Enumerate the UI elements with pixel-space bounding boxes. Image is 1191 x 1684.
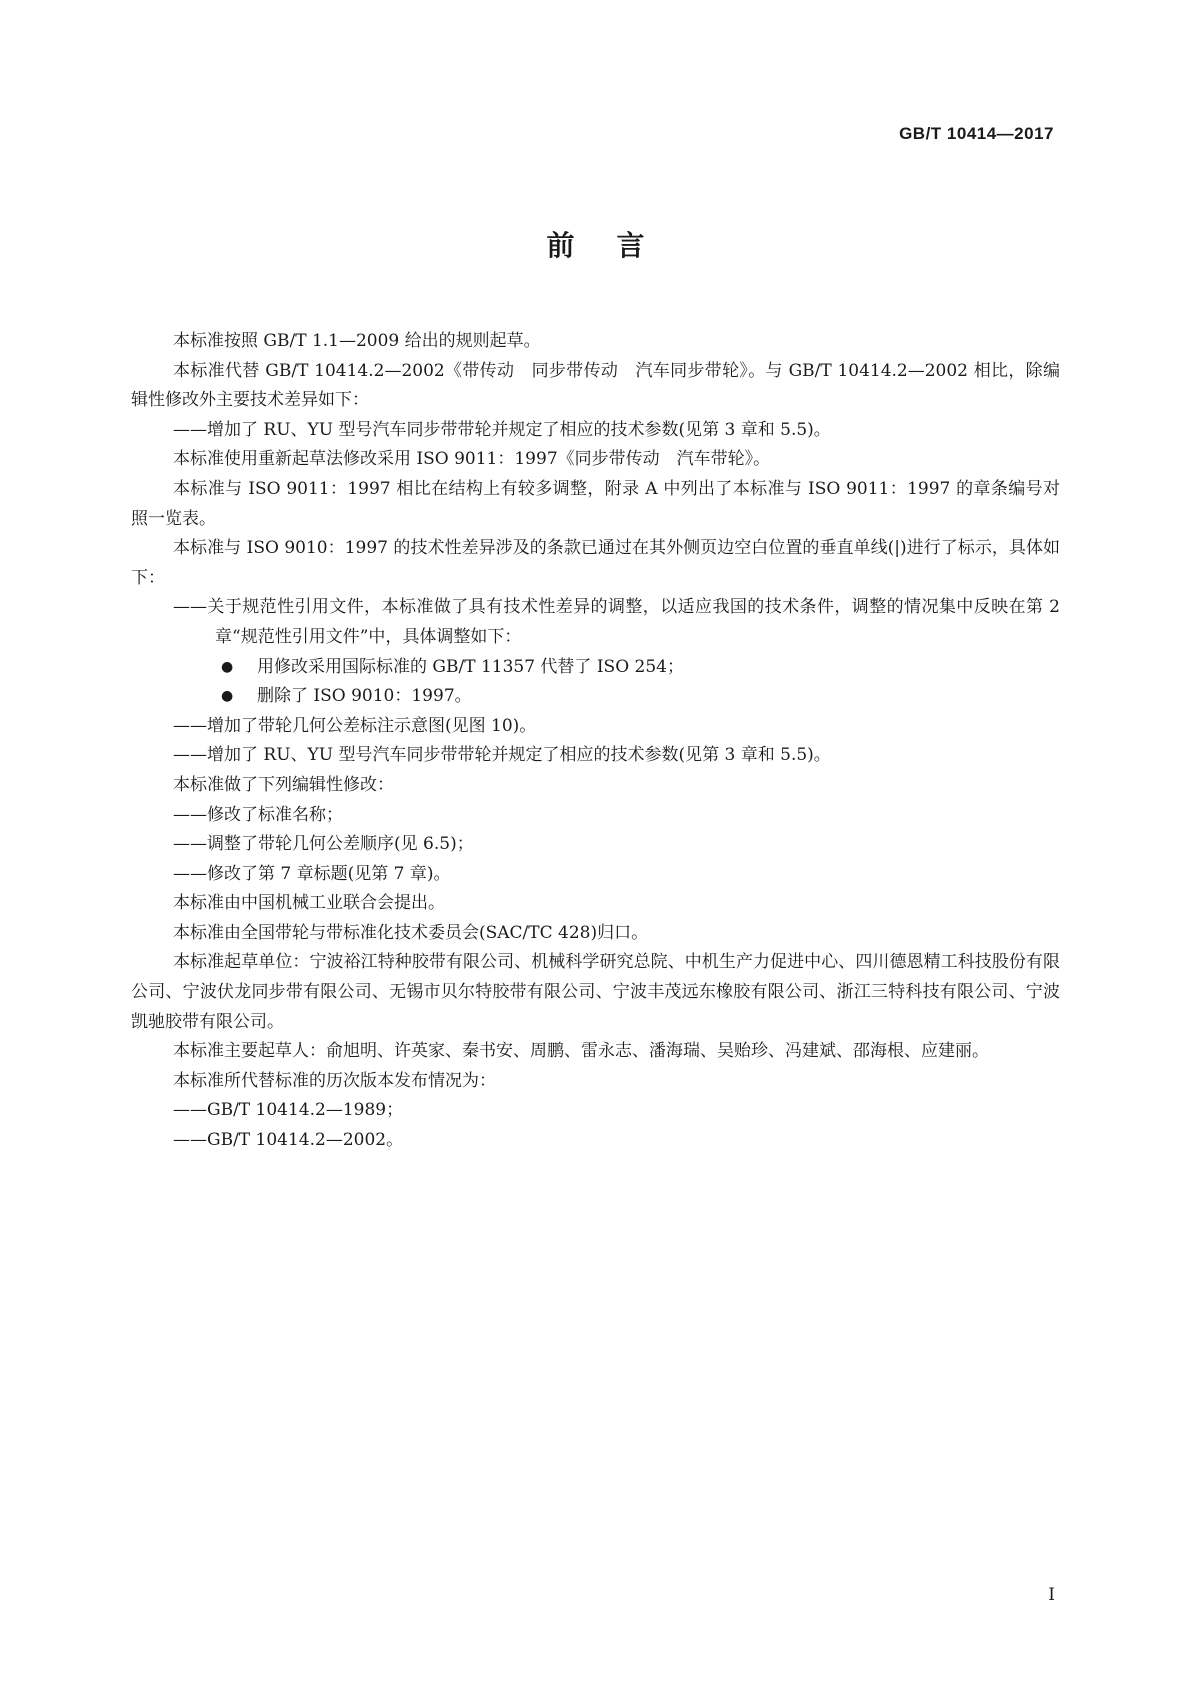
bullet-item: [131, 653, 1060, 683]
list-item: ——调整了带轮几何公差顺序(见 6.5)；: [173, 834, 474, 855]
document-body: [131, 327, 1060, 1156]
page-number: I: [1048, 1585, 1055, 1605]
list-item: ——关于规范性引用文件，本标准做了具有技术性差异的调整，以适应我国的技术条件，调整的情况集中反映在第 2 章“规范性引用文件”中，具体调整如下：: [173, 597, 1060, 647]
bullet-text: 删除了 ISO 9010：1997。: [257, 686, 472, 707]
paragraph: 本标准由中国机械工业联合会提出。: [173, 893, 445, 914]
bullet-item: [131, 682, 1060, 712]
list-item: ——增加了带轮几何公差标注示意图(见图 10)。: [173, 715, 537, 736]
bullet-text: 用修改采用国际标准的 GB/T 11357 代替了 ISO 254；: [257, 656, 684, 677]
paragraph: 本标准与 ISO 9010：1997 的技术性差异涉及的条款已通过在其外侧页边空白位置的垂直单线(|)进行了标示，具体如下：: [131, 538, 1060, 588]
standard-number: GB/T 10414—2017: [899, 124, 1054, 143]
paragraph: 本标准由全国带轮与带标准化技术委员会(SAC/TC 428)归口。: [173, 922, 649, 943]
list-item: ——GB/T 10414.2—2002。: [173, 1130, 404, 1151]
bullet-icon: ●: [221, 688, 234, 705]
list-item: ——修改了第 7 章标题(见第 7 章)。: [173, 863, 451, 884]
paragraph: 本标准主要起草人：俞旭明、许英家、秦书安、周鹏、雷永志、潘海瑞、吴贻珍、冯建斌、邵海根、应建丽。: [173, 1041, 989, 1062]
bullet-icon: ●: [221, 658, 234, 675]
paragraph: 本标准做了下列编辑性修改：: [173, 774, 394, 795]
paragraph: 本标准与 ISO 9011：1997 相比在结构上有较多调整，附录 A 中列出了本标准与 ISO 9011：1997 的章条编号对照一览表。: [131, 478, 1060, 529]
paragraph: 本标准代替 GB/T 10414.2—2002《带传动 同步带传动 汽车同步带轮》。与 GB/T 10414.2—2002 相比，除编辑性修改外主要技术差异如下：: [131, 360, 1060, 411]
list-item: ——修改了标准名称；: [173, 804, 343, 825]
paragraph: 本标准按照 GB/T 1.1—2009 给出的规则起草。: [173, 331, 541, 351]
paragraph: 本标准使用重新起草法修改采用 ISO 9011：1997《同步带传动 汽车带轮》。: [173, 449, 771, 470]
paragraph: 本标准所代替标准的历次版本发布情况为：: [173, 1070, 496, 1091]
paragraph: 本标准起草单位：宁波裕江特种胶带有限公司、机械科学研究总院、中机生产力促进中心、四川德恩精工科技股份有限公司、宁波伏龙同步带有限公司、无锡市贝尔特胶带有限公司、宁波丰茂远东橡胶有限公司、浙江三特科技有限公司、宁波凯驰胶带有限公司。: [131, 952, 1060, 1032]
list-item: ——增加了 RU、YU 型号汽车同步带带轮并规定了相应的技术参数(见第 3 章和 5.5)。: [173, 419, 831, 440]
list-item: ——增加了 RU、YU 型号汽车同步带带轮并规定了相应的技术参数(见第 3 章和 5.5)。: [173, 745, 831, 766]
list-item: ——GB/T 10414.2—1989；: [173, 1100, 404, 1121]
page-title: 前言: [546, 229, 687, 262]
